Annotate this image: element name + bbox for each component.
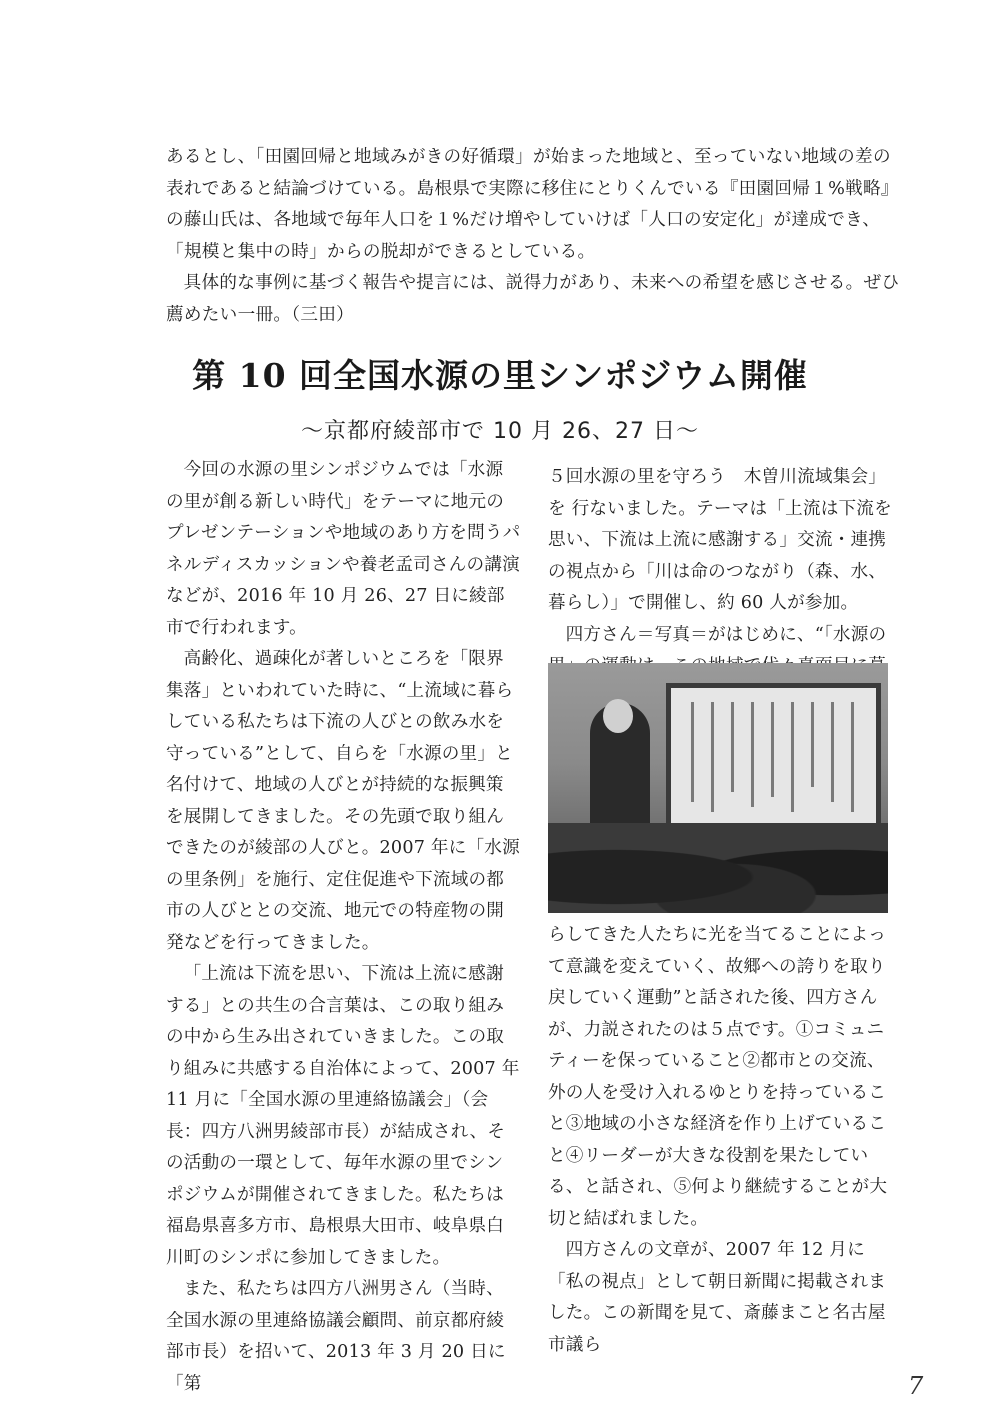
intro-paragraph: あるとし、「田園回帰と地域みがきの好循環」が始まった地域と、至っていない地域の差の表れであると結論づけている。島根県で実際に移住にとりくんでいる『田園回帰１%戦略』の藤山氏は、各地域で毎年人口を１%だけ増やしていけば「人口の安定化」が達成でき、「規模と集中の時」からの脱却ができるとしている。 [166, 147, 899, 262]
left-column [166, 455, 521, 1400]
whiteboard [666, 683, 881, 833]
body-paragraph: また、私たちは四方八洲男さん（当時、全国水源の里連絡協議会顧問、前京都府綾部市長）を招いて、2013 年 3 月 20 日に「第 [166, 1279, 506, 1394]
body-paragraph: 「上流は下流を思い、下流は上流に感謝する」との共生の合言葉は、この取り組みの中から生み出されていきました。この取り組みに共感する自治体によって、2007 年 11 月に「全国水源の里連絡協議会」（会長：四方八洲男綾部市長）が結成され、その活動の一環として、毎年水源の里でシンポジウムが開催されてきました。私たちは福島県喜多方市、島根県大田市、岐阜県白川町のシンポに参加してきました。 [166, 964, 520, 1268]
body-paragraph: 今回の水源の里シンポジウムでは「水源の里が創る新しい時代」をテーマに地元のプレゼンテーションや地域のあり方を問うパネルディスカッションや養老孟司さんの講演などが、2016 年 10 月 26、27 日に綾部市で行われます。 [166, 460, 521, 638]
page-number: 7 [908, 1372, 924, 1400]
intro-paragraph: 具体的な事例に基づく報告や提言には、説得力があり、未来への希望を感じさせる。ぜひ薦めたい一冊。（三田） [166, 273, 900, 325]
article-subtitle: ～京都府綾部市で 10 月 26、27 日～ [301, 419, 699, 444]
body-paragraph: ５回水源の里を守ろう 木曽川流域集会」を 行ないました。テーマは「上流は下流を思い、下流は上流に感謝する」交流・連携の視点から「川は命のつながり（森、水、暮らし）」で開催し、約 60 人が参加。 [548, 467, 892, 613]
body-paragraph: 高齢化、過疎化が著しいところを「限界集落」といわれていた時に、“上流域に暮らしている私たちは下流の人びとの飲み水を守っている”として、自らを「水源の里」と名付けて、地域の人びとが持続的な振興策を展開してきました。その先頭で取り組んできたのが綾部の人びと。2007 年に「水源の里条例」を施行、定住促進や下流域の都市の人びととの交流、地元での特産物の開発などを行ってきました。 [166, 649, 520, 953]
body-paragraph: らしてきた人たちに光を当てることによって意識を変えていく、故郷への誇りを取り戻していく運動”と話された後、四方さんが、力説されたのは５点です。①コミュニティーを保っていること②都市との交流、外の人を受け入れるゆとりを持っていること③地域の小さな経済を作り上げていること④リーダーが大きな役割を果たしている、と話され、⑤何より継続することが大切と結ばれました。 [548, 925, 888, 1229]
right-column-top [548, 462, 893, 683]
right-column-bottom [548, 920, 893, 1361]
body-paragraph: 四方さん＝写真＝がはじめに、“「水源の [565, 624, 887, 645]
body-paragraph: 四方さんの文章が、2007 年 12 月に「私の視点」として朝日新聞に掲載されました。この新聞を見て、斎藤まこと名古屋市議ら [548, 1240, 887, 1355]
intro-section [166, 142, 906, 331]
symposium-photo [548, 663, 888, 913]
audience [548, 823, 888, 913]
article-title: 第 10 回全国水源の里シンポジウム開催 [192, 356, 808, 395]
speaker-head [603, 699, 633, 733]
